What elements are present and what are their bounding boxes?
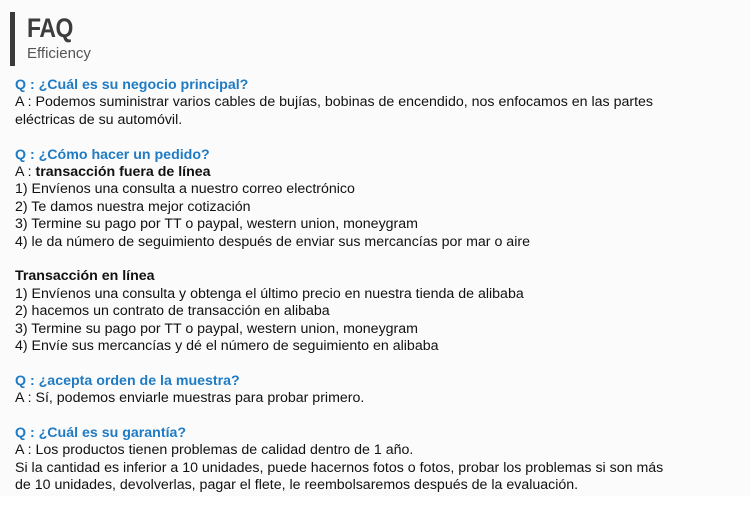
offline-step: 2) Te damos nuestra mejor cotización <box>15 198 251 215</box>
faq-list <box>15 77 745 495</box>
page-subtitle: Efficiency <box>27 45 91 62</box>
faq-question: Q : ¿Cuál es su negocio principal? <box>15 77 249 93</box>
faq-question: Q : ¿Cómo hacer un pedido? <box>15 146 210 163</box>
bottom-edge <box>0 496 750 505</box>
faq-item-main-business <box>15 77 745 129</box>
faq-item-samples <box>15 373 745 408</box>
offline-step: 3) Termine su pago por TT o paypal, western union, moneygram <box>15 216 418 233</box>
faq-answer-line: A : Podemos suministrar varios cables de bujías, bobinas de encendido, nos enfocamos en las partes <box>15 94 654 111</box>
offline-transaction-heading: transacción fuera de línea <box>35 164 211 181</box>
spacer <box>15 251 745 268</box>
faq-answer-line: A : Sí, podemos enviarle muestras para probar primero. <box>15 390 365 407</box>
online-step: 2) hacemos un contrato de transacción en alibaba <box>15 303 330 320</box>
faq-header <box>10 12 91 66</box>
offline-step: 1) Envíenos una consulta a nuestro correo electrónico <box>15 181 355 198</box>
faq-item-warranty <box>15 425 745 495</box>
online-step: 1) Envíenos una consulta y obtenga el último precio en nuestra tienda de alibaba <box>15 285 524 302</box>
faq-answer-line: A : Los productos tienen problemas de calidad dentro de 1 año. <box>15 442 414 459</box>
faq-answer-line: de 10 unidades, devolverlas, pagar el flete, le reembolsaremos después de la evaluación. <box>15 477 579 494</box>
faq-answer-line <box>15 164 745 181</box>
faq-question: Q : ¿Cuál es su garantía? <box>15 425 187 442</box>
offline-step: 4) le da número de seguimiento después de enviar sus mercancías por mar o aire <box>15 233 530 250</box>
online-step: 3) Termine su pago por TT o paypal, western union, moneygram <box>15 320 418 337</box>
spacer <box>15 129 745 146</box>
faq-item-how-to-order <box>15 147 745 356</box>
page-title: FAQ <box>27 13 73 43</box>
online-step: 4) Envíe sus mercancías y dé el número de seguimiento en alibaba <box>15 338 439 355</box>
spacer <box>15 355 745 372</box>
answer-prefix: A : <box>15 164 36 181</box>
faq-answer-line: eléctricas de su automóvil. <box>15 111 183 128</box>
faq-question: Q : ¿acepta orden de la muestra? <box>15 372 240 389</box>
faq-answer-line: Si la cantidad es inferior a 10 unidades, puede hacernos fotos o fotos, probar los problemas si son más <box>15 459 664 476</box>
online-transaction-heading: Transacción en línea <box>15 268 155 285</box>
spacer <box>15 408 745 425</box>
